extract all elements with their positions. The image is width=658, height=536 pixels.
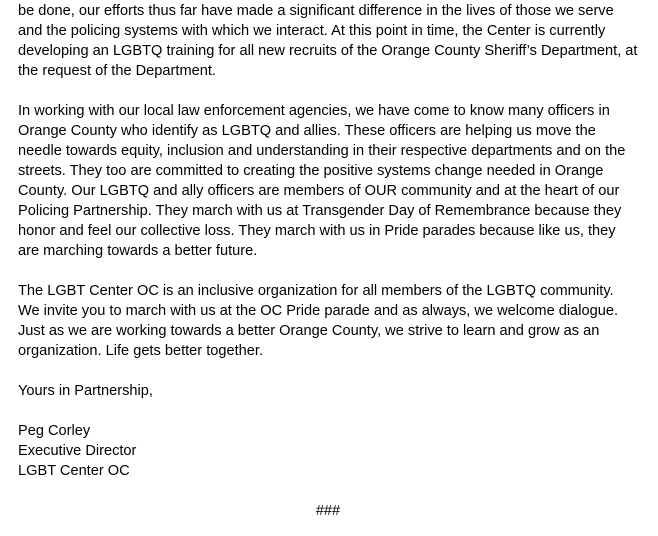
text-line: Orange County who identify as LGBTQ and allies. These officers are helping us move the bbox=[18, 123, 596, 139]
letter-body bbox=[18, 1, 648, 521]
signer-title: Executive Director bbox=[18, 443, 137, 459]
signer-organization: LGBT Center OC bbox=[18, 463, 130, 479]
text-line: are marching towards a better future. bbox=[18, 243, 258, 259]
text-line: streets. They too are committed to creating the positive systems change needed in Orange bbox=[18, 163, 604, 179]
text-line: needle towards equity, inclusion and understanding in their respective departments and on the bbox=[18, 143, 626, 159]
paragraph-spacer bbox=[18, 481, 648, 501]
text-line: We invite you to march with us at the OC Pride parade and as always, we welcome dialogue. bbox=[18, 303, 618, 319]
text-line: and the policing systems with which we interact. At this point in time, the Center is currently bbox=[18, 23, 606, 39]
text-line: Policing Partnership. They march with us at Transgender Day of Remembrance because they bbox=[18, 203, 622, 219]
text-line: developing an LGBTQ training for all new recruits of the Orange County Sheriff’s Department, at bbox=[18, 43, 638, 59]
text-line: The LGBT Center OC is an inclusive organization for all members of the LGBTQ community. bbox=[18, 283, 614, 299]
text-line: be done, our efforts thus far have made a significant difference in the lives of those we serve bbox=[18, 3, 614, 19]
end-mark: ### bbox=[315, 503, 341, 519]
paragraph-spacer bbox=[18, 361, 648, 381]
text-line: honor and feel our collective loss. They march with us in Pride parades because like us, they bbox=[18, 223, 616, 239]
signature-block bbox=[18, 421, 648, 481]
signer-name: Peg Corley bbox=[18, 423, 91, 439]
paragraph-law-enforcement bbox=[18, 101, 648, 261]
paragraph-spacer bbox=[18, 401, 648, 421]
paragraph-progress bbox=[18, 1, 648, 81]
paragraph-spacer bbox=[18, 81, 648, 101]
text-line: In working with our local law enforcement agencies, we have come to know many officers in bbox=[18, 103, 610, 119]
text-line: organization. Life gets better together. bbox=[18, 343, 264, 359]
text-line: the request of the Department. bbox=[18, 63, 216, 79]
text-line: County. Our LGBTQ and ally officers are members of OUR community and at the heart of our bbox=[18, 183, 620, 199]
closing-salutation: Yours in Partnership, bbox=[18, 383, 153, 399]
text-line: Just as we are working towards a better Orange County, we strive to learn and grow as an bbox=[18, 323, 600, 339]
paragraph-spacer bbox=[18, 261, 648, 281]
paragraph-invitation bbox=[18, 281, 648, 361]
